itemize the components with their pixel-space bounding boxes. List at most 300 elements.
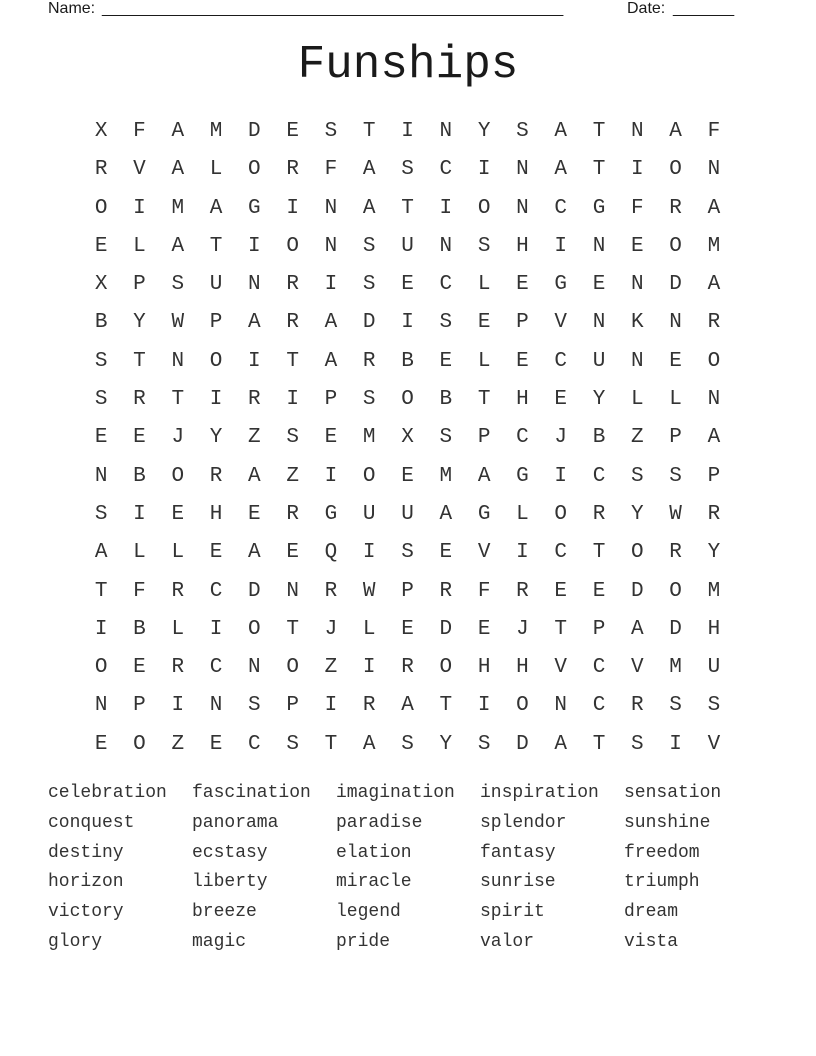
grid-letter: O [248,617,261,641]
grid-letter: E [516,349,529,373]
grid-letter: S [477,732,491,756]
grid-letter: O [133,732,146,756]
grid-letter: O [516,694,529,718]
grid-letter: C [592,694,606,718]
grid-letter: A [248,311,261,335]
grid-letter: A [554,732,568,756]
grid-letter: A [209,196,223,220]
grid-letter: T [286,617,299,641]
grid-letter: V [554,311,568,335]
grid-letter: D [669,617,682,641]
grid-letter: S [439,426,453,450]
grid-letter: E [286,541,299,565]
grid-letter: I [516,541,529,565]
grid-row [82,726,734,764]
grid-letter: E [94,234,108,258]
grid-row [82,419,734,457]
grid-letter: B [133,464,146,488]
grid-letter: T [554,617,568,641]
grid-letter: I [171,694,185,718]
grid-letter: C [439,158,453,182]
grid-letter: X [401,426,414,450]
letter-grid [82,113,734,764]
grid-letter: T [209,234,223,258]
grid-letter: E [592,579,606,603]
grid-letter: E [477,617,491,641]
grid-letter: G [592,196,606,220]
grid-letter: R [133,388,146,412]
word-list-item: imagination [336,783,455,803]
grid-letter: E [324,426,338,450]
grid-letter: P [592,617,606,641]
grid-letter: I [669,732,682,756]
grid-letter: S [401,158,414,182]
grid-letter: Y [592,388,606,412]
grid-letter: R [286,273,299,297]
grid-letter: B [133,617,146,641]
grid-letter: A [362,158,376,182]
grid-letter: N [669,311,682,335]
grid-letter: C [554,541,568,565]
grid-letter: E [669,349,682,373]
grid-letter: S [324,120,338,143]
grid-letter: C [592,656,606,680]
grid-row [82,381,734,419]
grid-letter: C [248,732,261,756]
grid-letter: R [362,694,376,718]
grid-letter: N [631,273,644,297]
grid-letter: I [94,617,108,641]
grid-letter: C [209,656,223,680]
grid-letter: K [631,311,644,335]
grid-letter: T [171,388,185,412]
grid-letter: S [631,464,644,488]
grid-letter: J [324,617,338,641]
grid-letter: T [592,541,606,565]
date-label: Date: [627,0,666,17]
grid-letter: L [477,349,491,373]
grid-row [82,458,734,496]
grid-letter: C [516,426,529,450]
grid-letter: R [707,311,721,335]
grid-letter: D [362,311,376,335]
grid-letter: E [554,388,568,412]
grid-letter: O [669,579,682,603]
grid-letter: A [707,426,721,450]
grid-letter: Z [171,732,185,756]
grid-letter: I [439,196,453,220]
grid-letter: P [669,426,682,450]
grid-letter: Z [324,656,338,680]
grid-letter: N [324,196,338,220]
grid-letter: N [631,120,644,143]
grid-letter: O [401,388,414,412]
grid-row [82,343,734,381]
grid-letter: T [592,120,606,143]
grid-letter: L [133,541,146,565]
grid-letter: A [171,120,185,143]
grid-letter: I [401,311,414,335]
grid-letter: H [477,656,491,680]
grid-letter: B [94,311,108,335]
grid-letter: G [516,464,529,488]
grid-letter: N [707,158,721,182]
word-list-item: legend [336,902,401,923]
grid-letter: D [669,273,682,297]
grid-row [82,573,734,611]
grid-letter: Z [286,464,299,488]
grid-letter: O [669,234,682,258]
grid-letter: O [669,158,682,182]
grid-letter: O [439,656,453,680]
grid-letter: N [592,311,606,335]
grid-letter: A [439,502,453,526]
grid-letter: U [209,273,223,297]
grid-letter: Z [248,426,261,450]
grid-letter: I [133,196,146,220]
grid-letter: M [707,579,721,603]
grid-letter: I [362,656,376,680]
grid-letter: L [362,617,376,641]
grid-letter: L [171,617,185,641]
grid-letter: I [324,464,338,488]
grid-letter: M [209,120,223,143]
grid-letter: T [362,120,376,143]
word-list-item: inspiration [480,783,599,803]
word-list-item: sensation [624,783,722,803]
grid-letter: N [592,234,606,258]
grid-letter: A [94,541,108,565]
grid-letter: U [707,656,721,680]
grid-letter: P [477,426,491,450]
grid-letter: E [592,273,606,297]
grid-letter: I [248,349,261,373]
grid-letter: S [477,234,491,258]
grid-letter: C [439,273,453,297]
grid-letter: P [707,464,721,488]
word-list-item: sunshine [624,812,711,833]
grid-letter: O [94,656,108,680]
grid-letter: Y [477,120,491,143]
grid-letter: P [516,311,529,335]
grid-letter: A [171,158,185,182]
grid-letter: D [248,120,261,143]
grid-letter: N [209,694,223,718]
grid-letter: M [439,464,453,488]
grid-row [82,687,734,725]
grid-letter: E [209,732,223,756]
word-list-item: elation [336,842,412,863]
word-list-item: victory [48,902,124,923]
grid-letter: F [631,196,644,220]
word-list-item: dream [624,902,679,923]
grid-letter: A [477,464,491,488]
word-list-item: miracle [336,872,412,893]
word-list-item: magic [192,931,247,952]
grid-letter: S [171,273,185,297]
grid-letter: O [477,196,491,220]
grid-row [82,113,734,151]
grid-row [82,611,734,649]
name-label: Name: [48,0,96,17]
grid-letter: N [631,349,644,373]
grid-letter: N [439,120,453,143]
grid-letter: X [94,273,108,297]
grid-letter: P [401,579,414,603]
grid-letter: I [133,502,146,526]
grid-letter: R [324,579,338,603]
grid-letter: A [362,732,376,756]
grid-letter: H [516,234,529,258]
word-list-item: fascination [192,783,311,803]
grid-letter: N [94,694,108,718]
grid-letter: E [94,732,108,756]
grid-letter: O [286,234,299,258]
grid-letter: E [94,426,108,450]
grid-letter: T [133,349,146,373]
word-list-item: ecstasy [192,842,268,863]
grid-letter: S [94,349,108,373]
word-list-item: liberty [192,872,268,893]
grid-letter: I [554,234,568,258]
grid-letter: L [631,388,644,412]
grid-letter: A [631,617,644,641]
grid-letter: E [401,273,414,297]
grid-letter: E [401,617,414,641]
grid-letter: R [401,656,414,680]
word-list-item: spirit [480,902,545,923]
grid-letter: L [171,541,185,565]
grid-letter: G [324,502,338,526]
grid-letter: B [401,349,414,373]
grid-letter: O [707,349,721,373]
word-list-item: vista [624,931,679,952]
grid-letter: N [707,388,721,412]
grid-letter: E [401,464,414,488]
grid-letter: T [401,196,414,220]
grid-letter: F [324,158,338,182]
grid-letter: I [286,388,299,412]
grid-letter: Y [133,311,146,335]
grid-letter: M [171,196,185,220]
grid-letter: L [516,502,529,526]
grid-row [82,534,734,572]
grid-letter: Y [631,502,644,526]
grid-letter: I [209,388,223,412]
grid-letter: M [669,656,682,680]
grid-letter: D [439,617,453,641]
grid-letter: A [171,234,185,258]
grid-letter: A [707,196,721,220]
grid-letter: R [286,311,299,335]
grid-letter: E [286,120,299,143]
grid-letter: A [248,541,261,565]
word-list-item: panorama [192,812,279,833]
grid-letter: L [209,158,223,182]
grid-letter: T [94,579,108,603]
grid-letter: R [94,158,108,182]
grid-letter: C [554,196,568,220]
grid-letter: E [439,349,453,373]
grid-letter: E [477,311,491,335]
date-blank-line: _______ [673,0,734,17]
grid-letter: L [477,273,491,297]
grid-letter: A [707,273,721,297]
grid-letter: R [669,196,682,220]
grid-letter: C [209,579,223,603]
word-list-item: triumph [624,872,700,893]
grid-letter: O [631,541,644,565]
word-list-item: horizon [48,872,124,893]
grid-letter: P [286,694,299,718]
grid-letter: E [248,502,261,526]
grid-letter: R [631,694,644,718]
word-list-item: fantasy [480,842,556,863]
grid-letter: E [209,541,223,565]
grid-letter: S [94,388,108,412]
grid-letter: A [324,311,338,335]
grid-letter: V [707,732,721,756]
grid-letter: P [209,311,223,335]
grid-letter: R [171,579,185,603]
grid-letter: D [631,579,644,603]
grid-row [82,151,734,189]
grid-letter: V [477,541,491,565]
word-list-item: conquest [48,812,135,833]
grid-letter: S [362,273,376,297]
grid-letter: O [362,464,376,488]
grid-letter: Q [324,541,338,565]
grid-letter: Y [707,541,721,565]
grid-letter: S [669,464,682,488]
word-list [48,780,788,959]
grid-row [82,496,734,534]
grid-row [82,649,734,687]
grid-letter: S [286,732,299,756]
grid-letter: A [554,120,568,143]
grid-letter: T [477,388,491,412]
grid-letter: M [362,426,376,450]
grid-letter: A [362,196,376,220]
grid-letter: N [554,694,568,718]
grid-letter: I [477,694,491,718]
grid-letter: N [248,656,261,680]
grid-letter: U [401,502,414,526]
grid-letter: G [248,196,261,220]
grid-letter: H [707,617,721,641]
word-list-item: celebration [48,783,167,803]
grid-letter: T [286,349,299,373]
grid-letter: R [439,579,453,603]
grid-letter: B [439,388,453,412]
grid-letter: J [171,426,185,450]
grid-letter: U [362,502,376,526]
word-list-item: destiny [48,842,124,863]
grid-letter: S [362,234,376,258]
grid-letter: E [631,234,644,258]
grid-letter: U [592,349,606,373]
grid-letter: E [133,656,146,680]
grid-row [82,304,734,342]
grid-letter: N [324,234,338,258]
grid-letter: Z [631,426,644,450]
grid-letter: R [592,502,606,526]
grid-letter: I [631,158,644,182]
grid-letter: R [209,464,223,488]
grid-letter: S [516,120,529,143]
grid-letter: L [669,388,682,412]
grid-letter: E [516,273,529,297]
grid-row [82,190,734,228]
grid-letter: S [286,426,299,450]
word-list-item: freedom [624,842,700,863]
grid-letter: B [592,426,606,450]
grid-letter: I [248,234,261,258]
grid-letter: I [324,694,338,718]
grid-row [82,228,734,266]
grid-letter: I [286,196,299,220]
grid-letter: N [94,464,108,488]
grid-letter: F [133,579,146,603]
puzzle-title: Funships [297,39,519,91]
grid-letter: O [209,349,223,373]
grid-letter: A [401,694,414,718]
grid-letter: H [209,502,223,526]
grid-letter: L [133,234,146,258]
grid-letter: O [171,464,185,488]
grid-letter: U [401,234,414,258]
word-list-item: breeze [192,902,257,923]
grid-letter: I [401,120,414,143]
grid-letter: Y [439,732,453,756]
grid-letter: R [171,656,185,680]
grid-letter: G [554,273,568,297]
grid-letter: R [248,388,261,412]
grid-letter: F [477,579,491,603]
word-list-item: valor [480,931,535,952]
grid-letter: N [516,158,529,182]
name-blank-line: _____________________________________________________ [102,0,564,17]
grid-letter: J [516,617,529,641]
grid-letter: O [554,502,568,526]
grid-letter: R [286,502,299,526]
grid-letter: O [248,158,261,182]
grid-letter: S [94,502,108,526]
grid-row [82,266,734,304]
grid-letter: D [516,732,529,756]
word-list-item: pride [336,931,391,952]
grid-letter: W [669,502,682,526]
grid-letter: T [439,694,453,718]
grid-letter: H [516,388,529,412]
grid-letter: C [554,349,568,373]
grid-letter: E [439,541,453,565]
grid-letter: N [171,349,185,373]
grid-letter: I [477,158,491,182]
grid-letter: T [324,732,338,756]
grid-letter: F [707,120,721,143]
grid-letter: A [669,120,682,143]
grid-letter: O [94,196,108,220]
grid-letter: I [324,273,338,297]
grid-letter: S [669,694,682,718]
word-list-item: paradise [336,812,423,833]
grid-letter: S [631,732,644,756]
grid-letter: W [362,579,376,603]
grid-letter: I [209,617,223,641]
grid-letter: N [286,579,299,603]
word-list-item: splendor [480,812,567,833]
